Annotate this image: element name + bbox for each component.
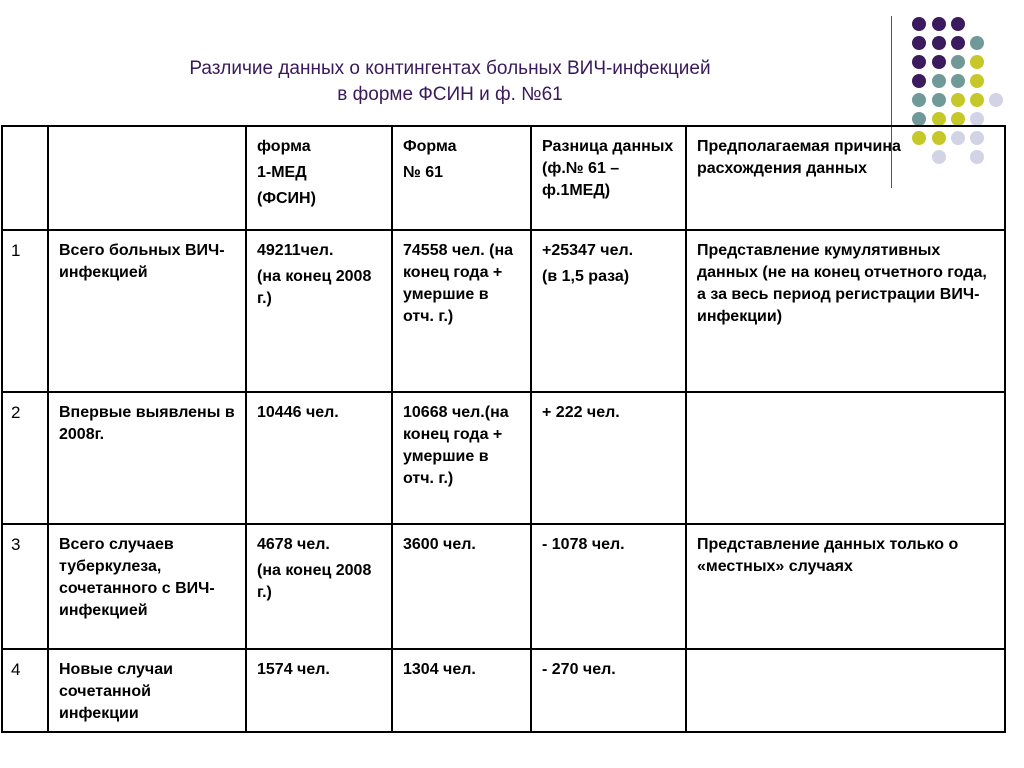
decor-dot bbox=[912, 55, 926, 69]
row-number: 1 bbox=[2, 230, 48, 392]
row-form61: 1304 чел. bbox=[392, 649, 531, 732]
cell-text: 1574 чел. bbox=[257, 661, 330, 678]
table-row bbox=[2, 230, 1005, 392]
row-form1med bbox=[246, 649, 392, 732]
row-difference bbox=[531, 649, 686, 732]
table-row bbox=[2, 392, 1005, 524]
decor-dot bbox=[951, 93, 965, 107]
row-form1med bbox=[246, 524, 392, 649]
cell-text: (на конец 2008 г.) bbox=[257, 562, 372, 601]
decor-dot bbox=[951, 112, 965, 126]
table-row bbox=[2, 524, 1005, 649]
cell-text: - 1078 чел. bbox=[542, 536, 625, 553]
decor-dot bbox=[932, 93, 946, 107]
header-form61 bbox=[392, 126, 531, 230]
row-form61: 74558 чел. (на конец года + умершие в отч. г.) bbox=[392, 230, 531, 392]
decor-dot bbox=[951, 55, 965, 69]
row-indicator: Впервые выявлены в 2008г. bbox=[48, 392, 246, 524]
slide-title bbox=[130, 56, 770, 108]
decor-dot bbox=[951, 74, 965, 88]
row-reason: Представление кумулятивных данных (не на конец отчетного года, а за весь период регистрации ВИЧ-инфекции) bbox=[686, 230, 1005, 392]
row-indicator: Всего случаев туберкулеза, сочетанного с ВИЧ-инфекцией bbox=[48, 524, 246, 649]
cell-text: (на конец 2008 г.) bbox=[257, 268, 372, 307]
header-form1med bbox=[246, 126, 392, 230]
decor-dot bbox=[970, 74, 984, 88]
decor-dot bbox=[932, 55, 946, 69]
decor-dot bbox=[970, 36, 984, 50]
decor-dot bbox=[970, 112, 984, 126]
row-difference bbox=[531, 524, 686, 649]
header-difference: Разница данных (ф.№ 61 – ф.1МЕД) bbox=[531, 126, 686, 230]
title-line-2: в форме ФСИН и ф. №61 bbox=[337, 84, 563, 105]
cell-text: (в 1,5 раза) bbox=[542, 268, 630, 285]
row-number: 2 bbox=[2, 392, 48, 524]
row-form61: 3600 чел. bbox=[392, 524, 531, 649]
header-text: № 61 bbox=[403, 164, 444, 181]
decor-dot bbox=[912, 93, 926, 107]
header-indicator-cell bbox=[48, 126, 246, 230]
row-form1med bbox=[246, 392, 392, 524]
cell-text: 10446 чел. bbox=[257, 404, 339, 421]
header-num-cell bbox=[2, 126, 48, 230]
decor-dot bbox=[912, 17, 926, 31]
decor-dot bbox=[932, 112, 946, 126]
header-text: Форма bbox=[403, 138, 457, 155]
row-indicator: Новые случаи сочетанной инфекции bbox=[48, 649, 246, 732]
table-header-row bbox=[2, 126, 1005, 230]
decor-dot bbox=[989, 93, 1003, 107]
cell-text: 4678 чел. bbox=[257, 536, 330, 553]
cell-text: - 270 чел. bbox=[542, 661, 616, 678]
cell-text: + 222 чел. bbox=[542, 404, 620, 421]
row-reason bbox=[686, 649, 1005, 732]
table-row bbox=[2, 649, 1005, 732]
cell-text: +25347 чел. bbox=[542, 242, 634, 259]
decor-dot bbox=[932, 74, 946, 88]
header-text: 1-МЕД bbox=[257, 164, 307, 181]
decor-dot bbox=[932, 17, 946, 31]
header-text: форма bbox=[257, 138, 311, 155]
header-text: (ФСИН) bbox=[257, 190, 316, 207]
row-form61: 10668 чел.(на конец года + умершие в отч. г.) bbox=[392, 392, 531, 524]
row-indicator: Всего больных ВИЧ-инфекцией bbox=[48, 230, 246, 392]
decor-dot bbox=[951, 17, 965, 31]
header-reason: Предполагаемая причина расхождения данных bbox=[686, 126, 1005, 230]
decor-dot bbox=[912, 36, 926, 50]
title-line-1: Различие данных о контингентах больных ВИЧ-инфекцией bbox=[189, 58, 711, 79]
decor-dot bbox=[970, 55, 984, 69]
row-reason: Представление данных только о «местных» случаях bbox=[686, 524, 1005, 649]
decor-dot bbox=[912, 74, 926, 88]
decor-dot bbox=[932, 36, 946, 50]
cell-text: 49211чел. bbox=[257, 242, 334, 259]
comparison-table bbox=[1, 125, 1006, 733]
row-difference bbox=[531, 230, 686, 392]
row-number: 4 bbox=[2, 649, 48, 732]
row-form1med bbox=[246, 230, 392, 392]
decor-dot bbox=[912, 112, 926, 126]
decor-dot bbox=[970, 93, 984, 107]
row-difference bbox=[531, 392, 686, 524]
row-reason bbox=[686, 392, 1005, 524]
decor-dot bbox=[951, 36, 965, 50]
row-number: 3 bbox=[2, 524, 48, 649]
